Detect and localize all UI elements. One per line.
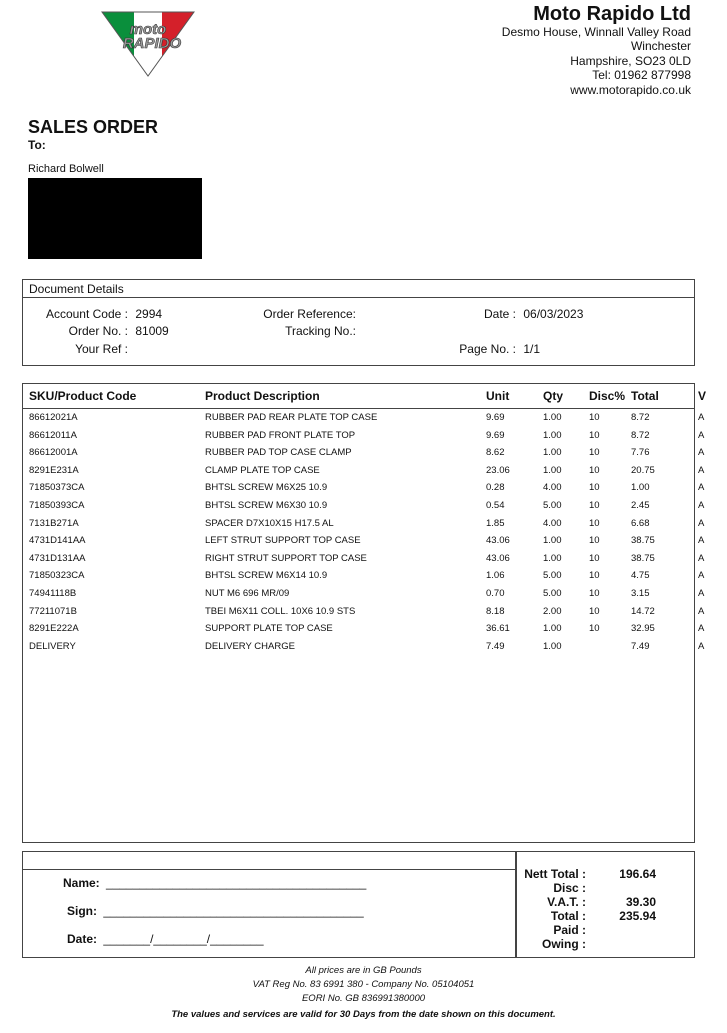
- footer-eori: EORI No. GB 836991380000: [301, 993, 426, 1004]
- total-label: Total :: [550, 909, 586, 923]
- table-row: [23, 464, 705, 483]
- column-header-vat: V: [698, 389, 707, 403]
- cell-vat: A: [698, 640, 705, 652]
- cell-description: LEFT STRUT SUPPORT TOP CASE: [205, 535, 361, 547]
- cell-disc: 10: [589, 605, 600, 617]
- cell-vat: A: [698, 500, 705, 511]
- owing-label: Owing :: [542, 937, 586, 951]
- cell-qty: 4.00: [543, 517, 562, 529]
- tracking-field: [213, 324, 360, 338]
- cell-vat: A: [698, 535, 705, 547]
- cell-total: 7.49: [631, 640, 650, 652]
- cell-disc: 10: [589, 464, 600, 476]
- cell-qty: 4.00: [543, 482, 562, 494]
- cell-total: 4.75: [631, 570, 650, 582]
- cell-description: RUBBER PAD FRONT PLATE TOP: [205, 429, 356, 441]
- cell-vat: A: [698, 605, 705, 617]
- your-ref-label: Your Ref :: [75, 342, 128, 356]
- cell-qty: 1.00: [543, 623, 562, 635]
- cell-description: RUBBER PAD REAR PLATE TOP CASE: [205, 412, 378, 423]
- order-reference-label: Order Reference:: [263, 307, 356, 321]
- company-tel: Tel: 01962 877998: [592, 68, 691, 83]
- cell-unit: 9.69: [486, 412, 505, 423]
- column-header-unit: Unit: [486, 389, 510, 403]
- footer-validity-note: The values and services are valid for 30 Days from the date shown on this document.: [171, 1009, 556, 1020]
- order-items-table: [22, 383, 707, 843]
- total-value: 235.94: [619, 909, 656, 923]
- cell-description: SUPPORT PLATE TOP CASE: [205, 623, 333, 635]
- cell-disc: 10: [589, 482, 600, 494]
- cell-description: BHTSL SCREW M6X30 10.9: [205, 500, 328, 511]
- sign-date-label: Date:: [67, 932, 98, 946]
- cell-sku: 86612001A: [29, 447, 78, 459]
- cell-disc: 10: [589, 500, 600, 511]
- cell-description: RIGHT STRUT SUPPORT TOP CASE: [205, 552, 367, 564]
- cell-unit: 1.85: [486, 517, 505, 529]
- cell-sku: 7131B271A: [29, 517, 79, 529]
- cell-unit: 0.70: [486, 588, 505, 599]
- redacted-address: [28, 178, 202, 259]
- cell-vat: A: [698, 464, 705, 476]
- table-row: [23, 412, 705, 430]
- table-row: [23, 535, 705, 553]
- cell-qty: 1.00: [543, 535, 562, 547]
- document-details-header: Document Details: [23, 280, 694, 298]
- cell-vat: A: [698, 517, 705, 529]
- date-value: 06/03/2023: [523, 307, 584, 321]
- order-reference-field: [213, 307, 360, 321]
- date-field: [423, 307, 583, 321]
- order-no-label: Order No. :: [68, 324, 128, 338]
- vat-label: V.A.T. :: [547, 895, 586, 909]
- company-address-line: Hampshire, SO23 0LD: [570, 53, 691, 68]
- order-no-value: 81009: [135, 324, 169, 338]
- cell-total: 8.72: [631, 429, 650, 441]
- page-no-label: Page No. :: [459, 342, 516, 356]
- page-no-field: [423, 342, 540, 356]
- moto-rapido-logo: [100, 10, 196, 78]
- table-row: [23, 447, 705, 465]
- cell-description: BHTSL SCREW M6X25 10.9: [205, 482, 328, 494]
- cell-sku: 71850393CA: [29, 500, 85, 511]
- cell-description: DELIVERY CHARGE: [205, 640, 295, 652]
- table-row: [23, 429, 705, 448]
- table-header: [23, 384, 707, 409]
- column-header-disc: Disc%: [589, 389, 626, 403]
- cell-disc: 10: [589, 588, 600, 599]
- cell-sku: 8291E231A: [29, 464, 79, 476]
- table-row: [23, 552, 705, 571]
- column-header-sku: SKU/Product Code: [29, 389, 137, 403]
- table-row: [23, 605, 705, 624]
- sign-label: Sign:: [67, 904, 97, 918]
- customer-name: Richard Bolwell: [28, 163, 104, 175]
- cell-total: 14.72: [631, 605, 655, 617]
- cell-vat: A: [698, 588, 705, 599]
- totals-box: [516, 851, 695, 958]
- cell-unit: 23.06: [486, 464, 510, 476]
- document-details-box: [22, 279, 695, 366]
- cell-qty: 1.00: [543, 640, 562, 652]
- tracking-label: Tracking No.:: [285, 324, 356, 338]
- cell-unit: 8.62: [486, 447, 505, 459]
- signature-box-header: [23, 852, 515, 870]
- cell-disc: 10: [589, 412, 600, 423]
- cell-sku: 71850373CA: [29, 482, 85, 494]
- cell-vat: A: [698, 429, 705, 441]
- cell-total: 38.75: [631, 552, 655, 564]
- signature-box: [22, 851, 516, 958]
- cell-sku: 74941118B: [29, 588, 77, 599]
- cell-qty: 1.00: [543, 552, 562, 564]
- cell-qty: 1.00: [543, 447, 562, 459]
- name-blank: _______________________________________: [106, 876, 367, 890]
- cell-unit: 1.06: [486, 570, 505, 582]
- cell-qty: 5.00: [543, 588, 562, 599]
- account-code-label: Account Code :: [45, 307, 128, 321]
- cell-sku: 86612011A: [29, 429, 77, 441]
- company-block: [502, 4, 691, 97]
- cell-vat: A: [698, 447, 705, 459]
- table-row: [23, 588, 705, 606]
- cell-qty: 1.00: [543, 412, 562, 423]
- cell-disc: 10: [589, 570, 600, 582]
- column-header-qty: Qty: [543, 389, 564, 403]
- cell-qty: 2.00: [543, 605, 562, 617]
- cell-description: RUBBER PAD TOP CASE CLAMP: [205, 447, 352, 459]
- cell-sku: 71850323CA: [29, 570, 85, 582]
- cell-sku: 8291E222A: [29, 623, 79, 635]
- to-label: To:: [28, 138, 46, 152]
- table-row: [23, 500, 705, 518]
- cell-description: TBEI M6X11 COLL. 10X6 10.9 STS: [205, 605, 356, 617]
- cell-total: 38.75: [631, 535, 655, 547]
- column-header-description: Product Description: [205, 389, 320, 403]
- order-no-field: [23, 324, 169, 338]
- logo-text-rapido: RAPIDO: [122, 35, 182, 52]
- cell-unit: 7.49: [486, 640, 505, 652]
- name-label: Name:: [63, 876, 100, 890]
- cell-total: 2.45: [631, 500, 650, 511]
- logo-text-moto: moto: [129, 21, 167, 38]
- cell-vat: A: [698, 412, 705, 423]
- cell-disc: 10: [589, 447, 600, 459]
- cell-sku: 77211071B: [29, 605, 77, 617]
- paid-label: Paid :: [553, 923, 586, 937]
- cell-total: 3.15: [631, 588, 650, 599]
- cell-unit: 36.61: [486, 623, 510, 635]
- company-name: Moto Rapido Ltd: [533, 3, 691, 25]
- footer-currency-note: All prices are in GB Pounds: [305, 965, 422, 976]
- cell-total: 32.95: [631, 623, 655, 635]
- cell-disc: 10: [589, 535, 600, 547]
- nett-total-value: 196.64: [619, 867, 656, 881]
- cell-unit: 9.69: [486, 429, 505, 441]
- cell-disc: 10: [589, 623, 600, 635]
- cell-sku: 86612021A: [29, 412, 78, 423]
- cell-total: 1.00: [631, 482, 650, 494]
- name-signature-line: [63, 876, 366, 890]
- cell-description: NUT M6 696 MR/09: [205, 588, 290, 599]
- sign-signature-line: [67, 904, 364, 918]
- cell-unit: 0.28: [486, 482, 505, 494]
- date-signature-line: [67, 932, 264, 946]
- account-code-value: 2994: [135, 307, 163, 321]
- cell-qty: 5.00: [543, 570, 562, 582]
- cell-sku: 4731D141AA: [29, 535, 86, 547]
- cell-unit: 8.18: [486, 605, 505, 617]
- column-header-total: Total: [631, 389, 659, 403]
- disc-label: Disc :: [553, 881, 586, 895]
- table-row: [23, 640, 705, 659]
- table-row: [23, 570, 705, 588]
- cell-unit: 43.06: [486, 552, 510, 564]
- cell-disc: 10: [589, 517, 600, 529]
- document-title: SALES ORDER: [28, 117, 159, 137]
- cell-description: SPACER D7X10X15 H17.5 AL: [205, 517, 334, 529]
- vat-value: 39.30: [625, 895, 656, 909]
- page-no-value: 1/1: [523, 342, 541, 356]
- date-label: Date :: [483, 307, 516, 321]
- cell-unit: 0.54: [486, 500, 505, 511]
- sign-date-blank: _______/________/________: [103, 932, 264, 946]
- company-address-line: Desmo House, Winnall Valley Road: [501, 25, 691, 39]
- cell-vat: A: [698, 482, 705, 494]
- company-website: www.motorapido.co.uk: [570, 82, 691, 97]
- cell-description: CLAMP PLATE TOP CASE: [205, 464, 320, 476]
- cell-disc: 10: [589, 552, 600, 564]
- your-ref-field: [23, 342, 132, 356]
- table-row: [23, 623, 705, 641]
- cell-vat: A: [698, 623, 705, 635]
- table-row: [23, 517, 705, 536]
- cell-total: 7.76: [631, 447, 650, 459]
- cell-unit: 43.06: [486, 535, 510, 547]
- cell-vat: A: [698, 552, 705, 564]
- cell-total: 8.72: [631, 412, 650, 423]
- cell-total: 6.68: [631, 517, 650, 529]
- cell-sku: 4731D131AA: [29, 552, 86, 564]
- sign-blank: _______________________________________: [103, 904, 364, 918]
- cell-sku: DELIVERY: [29, 640, 76, 652]
- company-address-line: Winchester: [630, 39, 691, 54]
- nett-total-label: Nett Total :: [524, 867, 586, 881]
- footer-registration: VAT Reg No. 83 6991 380 - Company No. 05104051: [252, 979, 475, 990]
- cell-qty: 5.00: [543, 500, 562, 511]
- cell-qty: 1.00: [543, 464, 562, 476]
- cell-description: BHTSL SCREW M6X14 10.9: [205, 570, 328, 582]
- table-row: [23, 482, 705, 500]
- cell-qty: 1.00: [543, 429, 562, 441]
- cell-disc: 10: [589, 429, 600, 441]
- cell-total: 20.75: [631, 464, 655, 476]
- cell-vat: A: [698, 570, 705, 582]
- account-code-field: [23, 307, 162, 321]
